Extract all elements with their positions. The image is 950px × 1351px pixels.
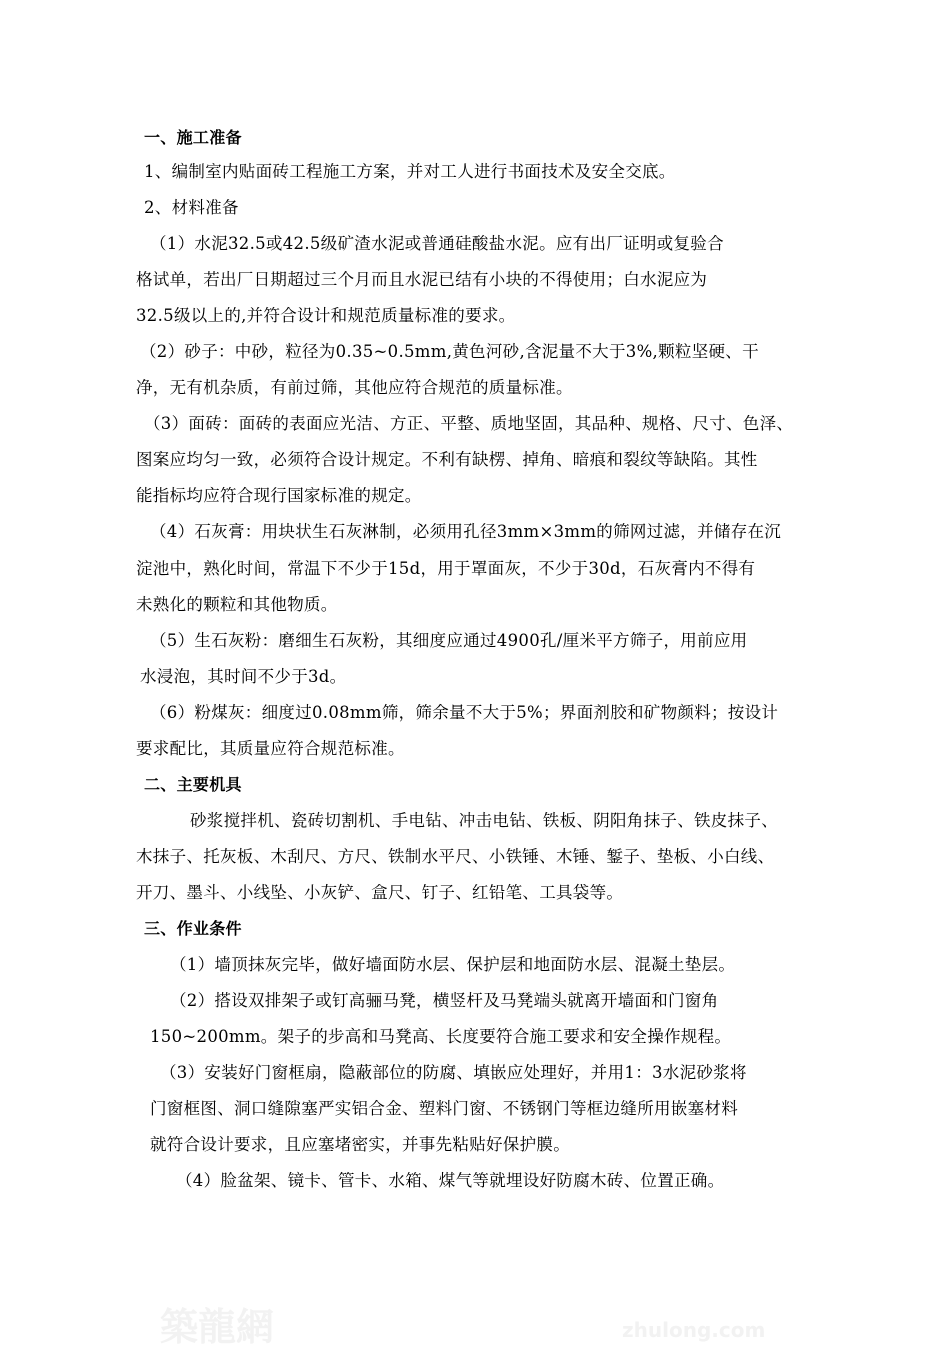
text-line: 门窗框图、洞口缝隙塞严实铝合金、塑料门窗、不锈钢门等框边缝所用嵌塞材料 [150,1099,738,1118]
text-line: 图案应均匀一致，必须符合设计规定。不利有缺楞、掉角、暗痕和裂纹等缺陷。其性 [136,450,758,469]
text-line: （6）粉煤灰：细度过0.08mm筛，筛余量不大于5%；界面剂胶和矿物颜料；按设计 [150,703,779,722]
text-line: 淀池中，熟化时间，常温下不少于15d，用于罩面灰，不少于30d，石灰膏内不得有 [136,559,756,578]
text-line: 要求配比，其质量应符合规范标准。 [136,739,405,758]
text-line: （4）石灰膏：用块状生石灰淋制，必须用孔径3mm×3mm的筛网过滤，并储存在沉 [150,522,782,541]
text-line: （4）脸盆架、镜卡、管卡、水箱、煤气等就埋设好防腐木砖、位置正确。 [176,1171,725,1190]
text-line: （3）安装好门窗框扇，隐蔽部位的防腐、填嵌应处理好，并用1：3水泥砂浆将 [160,1063,747,1082]
text-line: （3）面砖：面砖的表面应光洁、方正、平整、质地坚固，其品种、规格、尺寸、色泽、 [144,414,794,433]
text-line: 32.5级以上的,并符合设计和规范质量标准的要求。 [136,306,516,325]
text-line: 能指标均应符合现行国家标准的规定。 [136,486,422,505]
text-line: （2）搭设双排架子或钉高骊马凳，横竖杆及马凳端头就离开墙面和门窗角 [170,991,719,1010]
text-line: 格试单，若出厂日期超过三个月而且水泥已结有小块的不得使用；白水泥应为 [136,270,708,289]
text-line: 木抹子、托灰板、木刮尺、方尺、铁制水平尺、小铁锤、木锤、錾子、垫板、小白线、 [136,847,775,866]
text-line: 2、材料准备 [144,198,239,217]
text-line: 1、编制室内贴面砖工程施工方案，并对工人进行书面技术及安全交底。 [144,162,676,181]
text-line: 150~200mm。架子的步高和马凳高、长度要符合施工要求和安全操作规程。 [150,1027,732,1046]
text-line: 净，无有机杂质，有前过筛，其他应符合规范的质量标准。 [136,378,573,397]
text-line: 水浸泡，其时间不少于3d。 [140,667,347,686]
text-line: （5）生石灰粉：磨细生石灰粉，其细度应通过4900孔/厘米平方筛子，用前应用 [150,631,748,650]
text-line: （1）水泥32.5或42.5级矿渣水泥或普通硅酸盐水泥。应有出厂证明或复验合 [150,234,724,253]
text-line: （2）砂子：中砂，粒径为0.35~0.5mm,黄色河砂,含泥量不大于3%,颗粒坚硬、干 [140,342,759,361]
text-line: 未熟化的颗粒和其他物质。 [136,595,338,614]
section-heading: 三、作业条件 [144,919,242,938]
section-heading: 一、施工准备 [144,128,242,147]
text-line: 砂浆搅拌机、瓷砖切割机、手电钻、冲击电钻、铁板、阴阳角抹子、铁皮抹子、 [190,811,778,830]
text-line: 就符合设计要求，且应塞堵密实，并事先粘贴好保护膜。 [150,1135,570,1154]
watermark-logo: 築龍網 [160,1305,275,1349]
watermark-site: zhulong.com [622,1318,766,1342]
text-line: 开刀、墨斗、小线坠、小灰铲、盒尺、钉子、红铅笔、工具袋等。 [136,883,624,902]
text-line: （1）墙顶抹灰完毕，做好墙面防水层、保护层和地面防水层、混凝土垫层。 [170,955,736,974]
section-heading: 二、主要机具 [144,775,242,794]
